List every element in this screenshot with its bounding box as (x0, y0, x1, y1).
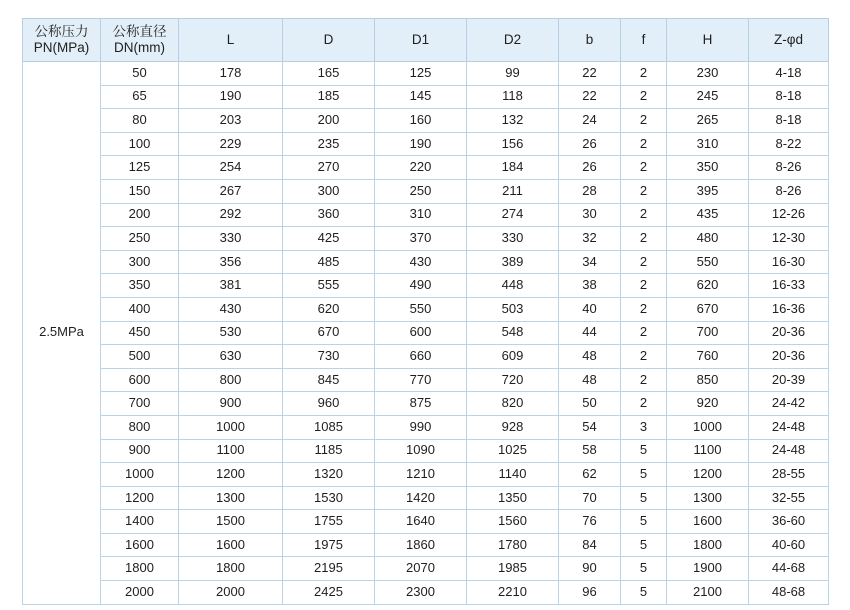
cell-dn: 1200 (101, 486, 179, 510)
cell-dn: 80 (101, 109, 179, 133)
cell-b: 44 (559, 321, 621, 345)
cell-f: 5 (621, 510, 667, 534)
table-row (23, 250, 829, 274)
cell-d: 485 (283, 250, 375, 274)
cell-d2: 1560 (467, 510, 559, 534)
cell-d1: 160 (375, 109, 467, 133)
cell-h: 245 (667, 85, 749, 109)
cell-z-phi-d: 28-55 (749, 463, 829, 487)
cell-d2: 184 (467, 156, 559, 180)
cell-b: 30 (559, 203, 621, 227)
header-row (23, 19, 829, 62)
cell-d2: 928 (467, 415, 559, 439)
cell-d1: 430 (375, 250, 467, 274)
table-row (23, 156, 829, 180)
cell-h: 700 (667, 321, 749, 345)
cell-f: 2 (621, 62, 667, 86)
cell-l: 1800 (179, 557, 283, 581)
cell-d1: 1420 (375, 486, 467, 510)
cell-d2: 448 (467, 274, 559, 298)
cell-b: 24 (559, 109, 621, 133)
table-row (23, 533, 829, 557)
cell-h: 1900 (667, 557, 749, 581)
cell-d1: 190 (375, 132, 467, 156)
cell-f: 5 (621, 581, 667, 605)
cell-d: 1755 (283, 510, 375, 534)
column-header-z-phi-d: Z-φd (749, 19, 829, 62)
cell-h: 310 (667, 132, 749, 156)
cell-d1: 1860 (375, 533, 467, 557)
cell-dn: 1800 (101, 557, 179, 581)
cell-h: 920 (667, 392, 749, 416)
cell-d1: 990 (375, 415, 467, 439)
cell-b: 90 (559, 557, 621, 581)
cell-h: 480 (667, 227, 749, 251)
cell-d: 2195 (283, 557, 375, 581)
cell-dn: 500 (101, 345, 179, 369)
cell-d1: 310 (375, 203, 467, 227)
cell-f: 2 (621, 392, 667, 416)
table-row (23, 345, 829, 369)
valve-specification-table (22, 18, 829, 605)
cell-f: 2 (621, 109, 667, 133)
cell-f: 2 (621, 345, 667, 369)
cell-d1: 770 (375, 368, 467, 392)
cell-dn: 900 (101, 439, 179, 463)
cell-d: 270 (283, 156, 375, 180)
table-row (23, 109, 829, 133)
table-body (23, 62, 829, 605)
cell-d2: 389 (467, 250, 559, 274)
cell-l: 267 (179, 179, 283, 203)
cell-b: 54 (559, 415, 621, 439)
cell-d2: 274 (467, 203, 559, 227)
cell-b: 84 (559, 533, 621, 557)
table-row (23, 392, 829, 416)
cell-l: 2000 (179, 581, 283, 605)
cell-d: 730 (283, 345, 375, 369)
cell-d2: 1985 (467, 557, 559, 581)
column-header-h: H (667, 19, 749, 62)
cell-f: 2 (621, 156, 667, 180)
table-row (23, 321, 829, 345)
cell-dn: 450 (101, 321, 179, 345)
cell-h: 1200 (667, 463, 749, 487)
cell-d: 670 (283, 321, 375, 345)
cell-h: 1000 (667, 415, 749, 439)
cell-dn: 800 (101, 415, 179, 439)
cell-z-phi-d: 12-26 (749, 203, 829, 227)
cell-l: 292 (179, 203, 283, 227)
table-row (23, 85, 829, 109)
cell-d: 620 (283, 297, 375, 321)
cell-h: 550 (667, 250, 749, 274)
cell-f: 2 (621, 321, 667, 345)
cell-dn: 300 (101, 250, 179, 274)
cell-dn: 50 (101, 62, 179, 86)
cell-z-phi-d: 4-18 (749, 62, 829, 86)
cell-d: 200 (283, 109, 375, 133)
header-line-2: DN(mm) (114, 40, 165, 55)
cell-z-phi-d: 16-36 (749, 297, 829, 321)
table-row (23, 132, 829, 156)
cell-h: 395 (667, 179, 749, 203)
cell-z-phi-d: 24-48 (749, 439, 829, 463)
cell-z-phi-d: 40-60 (749, 533, 829, 557)
cell-dn: 1400 (101, 510, 179, 534)
cell-d: 300 (283, 179, 375, 203)
column-header-f: f (621, 19, 667, 62)
cell-z-phi-d: 32-55 (749, 486, 829, 510)
cell-d: 845 (283, 368, 375, 392)
cell-d1: 600 (375, 321, 467, 345)
cell-z-phi-d: 8-18 (749, 109, 829, 133)
table-row (23, 203, 829, 227)
cell-f: 2 (621, 203, 667, 227)
cell-z-phi-d: 8-18 (749, 85, 829, 109)
cell-d: 555 (283, 274, 375, 298)
cell-d2: 503 (467, 297, 559, 321)
column-header-nominal-pressure (23, 19, 101, 62)
header-line-1: 公称直径 (112, 24, 167, 40)
cell-dn: 250 (101, 227, 179, 251)
cell-d2: 720 (467, 368, 559, 392)
table-row (23, 557, 829, 581)
cell-l: 381 (179, 274, 283, 298)
cell-z-phi-d: 20-36 (749, 321, 829, 345)
cell-dn: 100 (101, 132, 179, 156)
cell-f: 2 (621, 297, 667, 321)
cell-dn: 400 (101, 297, 179, 321)
cell-b: 38 (559, 274, 621, 298)
cell-f: 5 (621, 557, 667, 581)
cell-z-phi-d: 20-36 (749, 345, 829, 369)
cell-d1: 1210 (375, 463, 467, 487)
cell-nominal-pressure: 2.5MPa (23, 62, 101, 605)
cell-l: 330 (179, 227, 283, 251)
cell-d2: 820 (467, 392, 559, 416)
cell-z-phi-d: 8-22 (749, 132, 829, 156)
cell-h: 1600 (667, 510, 749, 534)
table-row (23, 368, 829, 392)
cell-z-phi-d: 16-30 (749, 250, 829, 274)
cell-dn: 600 (101, 368, 179, 392)
cell-dn: 700 (101, 392, 179, 416)
cell-d: 185 (283, 85, 375, 109)
cell-l: 800 (179, 368, 283, 392)
cell-b: 28 (559, 179, 621, 203)
cell-z-phi-d: 24-48 (749, 415, 829, 439)
cell-d1: 1090 (375, 439, 467, 463)
cell-f: 5 (621, 533, 667, 557)
cell-l: 630 (179, 345, 283, 369)
cell-b: 50 (559, 392, 621, 416)
cell-l: 1300 (179, 486, 283, 510)
cell-l: 530 (179, 321, 283, 345)
cell-h: 1100 (667, 439, 749, 463)
cell-z-phi-d: 24-42 (749, 392, 829, 416)
cell-d1: 250 (375, 179, 467, 203)
cell-d1: 220 (375, 156, 467, 180)
cell-d1: 125 (375, 62, 467, 86)
cell-d: 960 (283, 392, 375, 416)
cell-l: 1200 (179, 463, 283, 487)
cell-d2: 99 (467, 62, 559, 86)
table-row (23, 62, 829, 86)
table-row (23, 415, 829, 439)
cell-z-phi-d: 8-26 (749, 156, 829, 180)
column-header-d1: D1 (375, 19, 467, 62)
table-row (23, 486, 829, 510)
cell-d: 2425 (283, 581, 375, 605)
cell-l: 254 (179, 156, 283, 180)
cell-h: 670 (667, 297, 749, 321)
cell-d: 360 (283, 203, 375, 227)
table-row (23, 510, 829, 534)
cell-b: 96 (559, 581, 621, 605)
cell-l: 203 (179, 109, 283, 133)
table-row (23, 439, 829, 463)
cell-l: 190 (179, 85, 283, 109)
cell-d: 1975 (283, 533, 375, 557)
cell-d: 1320 (283, 463, 375, 487)
cell-f: 3 (621, 415, 667, 439)
cell-b: 48 (559, 345, 621, 369)
cell-z-phi-d: 16-33 (749, 274, 829, 298)
cell-b: 32 (559, 227, 621, 251)
cell-d2: 118 (467, 85, 559, 109)
cell-b: 70 (559, 486, 621, 510)
cell-b: 34 (559, 250, 621, 274)
cell-f: 2 (621, 250, 667, 274)
table-row (23, 179, 829, 203)
cell-h: 1800 (667, 533, 749, 557)
cell-h: 760 (667, 345, 749, 369)
cell-b: 76 (559, 510, 621, 534)
cell-l: 356 (179, 250, 283, 274)
cell-f: 2 (621, 85, 667, 109)
cell-d1: 145 (375, 85, 467, 109)
column-header-b: b (559, 19, 621, 62)
table-header (23, 19, 829, 62)
column-header-d: D (283, 19, 375, 62)
cell-l: 1000 (179, 415, 283, 439)
cell-d2: 548 (467, 321, 559, 345)
cell-dn: 150 (101, 179, 179, 203)
cell-b: 22 (559, 62, 621, 86)
cell-d2: 1780 (467, 533, 559, 557)
cell-d2: 132 (467, 109, 559, 133)
cell-h: 265 (667, 109, 749, 133)
cell-f: 5 (621, 463, 667, 487)
cell-dn: 200 (101, 203, 179, 227)
cell-b: 40 (559, 297, 621, 321)
cell-f: 5 (621, 439, 667, 463)
cell-d1: 875 (375, 392, 467, 416)
cell-b: 22 (559, 85, 621, 109)
cell-l: 900 (179, 392, 283, 416)
column-header-d2: D2 (467, 19, 559, 62)
cell-f: 2 (621, 274, 667, 298)
cell-dn: 1000 (101, 463, 179, 487)
cell-f: 5 (621, 486, 667, 510)
cell-d: 1185 (283, 439, 375, 463)
cell-dn: 350 (101, 274, 179, 298)
cell-z-phi-d: 20-39 (749, 368, 829, 392)
cell-h: 350 (667, 156, 749, 180)
table-row (23, 581, 829, 605)
cell-z-phi-d: 36-60 (749, 510, 829, 534)
cell-d: 425 (283, 227, 375, 251)
column-header-nominal-diameter (101, 19, 179, 62)
cell-l: 229 (179, 132, 283, 156)
cell-l: 1100 (179, 439, 283, 463)
cell-d2: 156 (467, 132, 559, 156)
cell-f: 2 (621, 179, 667, 203)
table-row (23, 227, 829, 251)
table-row (23, 274, 829, 298)
cell-z-phi-d: 12-30 (749, 227, 829, 251)
cell-h: 435 (667, 203, 749, 227)
cell-d: 165 (283, 62, 375, 86)
cell-b: 62 (559, 463, 621, 487)
cell-h: 2100 (667, 581, 749, 605)
column-header-l: L (179, 19, 283, 62)
cell-d1: 660 (375, 345, 467, 369)
cell-z-phi-d: 8-26 (749, 179, 829, 203)
cell-l: 178 (179, 62, 283, 86)
cell-d: 235 (283, 132, 375, 156)
cell-b: 26 (559, 156, 621, 180)
cell-d2: 211 (467, 179, 559, 203)
cell-d2: 1025 (467, 439, 559, 463)
cell-d1: 2300 (375, 581, 467, 605)
cell-l: 1600 (179, 533, 283, 557)
cell-d: 1530 (283, 486, 375, 510)
cell-b: 26 (559, 132, 621, 156)
table-row (23, 297, 829, 321)
cell-dn: 1600 (101, 533, 179, 557)
cell-z-phi-d: 48-68 (749, 581, 829, 605)
cell-d1: 2070 (375, 557, 467, 581)
cell-h: 620 (667, 274, 749, 298)
header-line-2: PN(MPa) (33, 40, 90, 55)
cell-dn: 65 (101, 85, 179, 109)
cell-z-phi-d: 44-68 (749, 557, 829, 581)
cell-dn: 125 (101, 156, 179, 180)
cell-d1: 490 (375, 274, 467, 298)
cell-l: 430 (179, 297, 283, 321)
cell-d2: 1350 (467, 486, 559, 510)
cell-d1: 370 (375, 227, 467, 251)
cell-d1: 1640 (375, 510, 467, 534)
cell-b: 58 (559, 439, 621, 463)
cell-f: 2 (621, 227, 667, 251)
table-row (23, 463, 829, 487)
header-line-1: 公称压力 (34, 24, 89, 40)
cell-d2: 1140 (467, 463, 559, 487)
cell-h: 1300 (667, 486, 749, 510)
cell-h: 850 (667, 368, 749, 392)
cell-l: 1500 (179, 510, 283, 534)
cell-b: 48 (559, 368, 621, 392)
cell-d: 1085 (283, 415, 375, 439)
cell-f: 2 (621, 132, 667, 156)
cell-h: 230 (667, 62, 749, 86)
cell-f: 2 (621, 368, 667, 392)
cell-dn: 2000 (101, 581, 179, 605)
cell-d1: 550 (375, 297, 467, 321)
cell-d2: 609 (467, 345, 559, 369)
cell-d2: 2210 (467, 581, 559, 605)
cell-d2: 330 (467, 227, 559, 251)
